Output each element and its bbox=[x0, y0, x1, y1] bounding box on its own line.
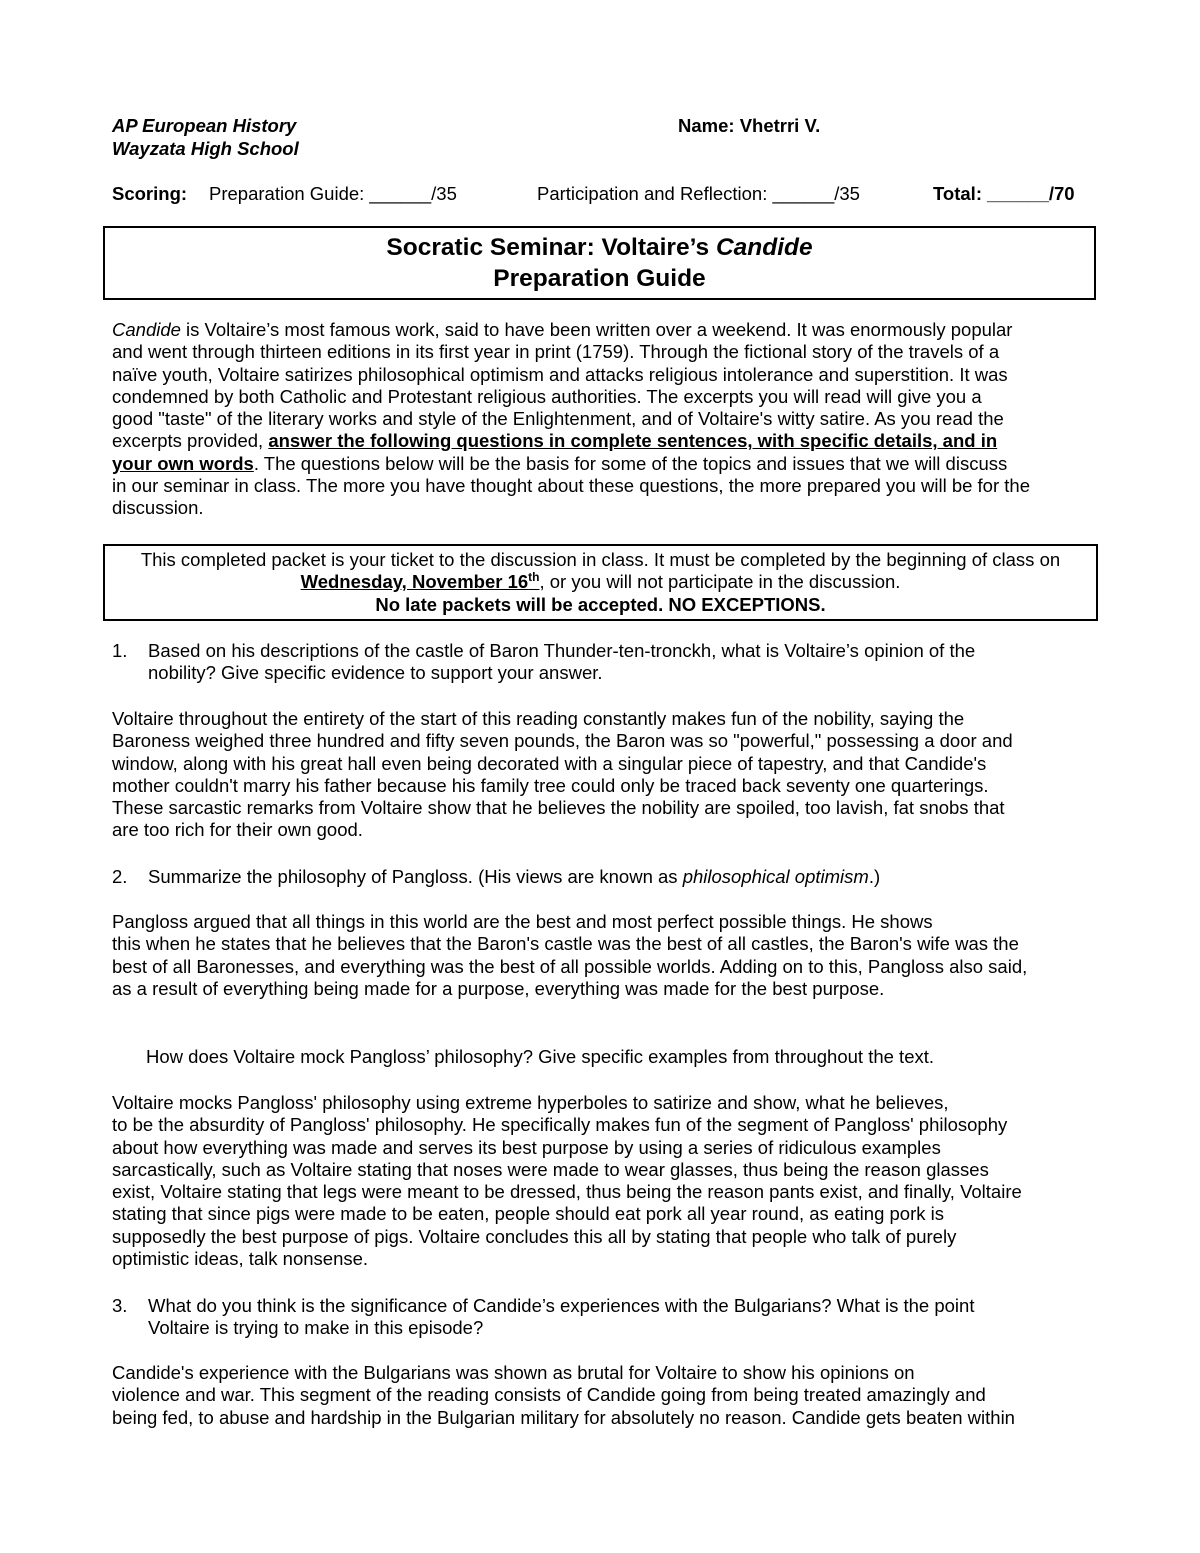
prep-score: Preparation Guide: ______/35 bbox=[209, 183, 457, 204]
title-line-2: Preparation Guide bbox=[493, 265, 706, 292]
answer-line: about how everything was made and serves its best purpose by using a series of ridiculous examples bbox=[112, 1136, 941, 1158]
answer-line: exist, Voltaire stating that legs were meant to be dressed, thus being the reason pants exist, and finally, Voltaire bbox=[112, 1181, 1022, 1203]
answer-line: Candide's experience with the Bulgarians was shown as brutal for Voltaire to show his opinions on bbox=[112, 1362, 915, 1383]
title-line-1: Socratic Seminar: Voltaire’s Candide bbox=[386, 234, 813, 261]
notice-line-2: Wednesday, November 16th, or you will not participate in the discussion. bbox=[300, 570, 901, 593]
answer-line: optimistic ideas, talk nonsense. bbox=[112, 1248, 369, 1270]
answer-line: violence and war. This segment of the reading consists of Candide going from being treated amazingly and bbox=[112, 1384, 986, 1406]
school-name: Wayzata High School bbox=[112, 138, 299, 159]
total-label: Total: bbox=[933, 183, 982, 204]
title-box bbox=[103, 226, 1096, 300]
answer-line: this when he states that he believes that the Baron's castle was the best of all castles, the Baron's wife was the bbox=[112, 933, 1019, 955]
due-date: Wednesday, November 16th bbox=[300, 570, 540, 593]
answer-1 bbox=[112, 708, 1097, 842]
answer-line: being fed, to abuse and hardship in the Bulgarian military for absolutely no reason. Candide gets beaten within bbox=[112, 1406, 1015, 1428]
question-1: 1. Based on his descriptions of the castle of Baron Thunder-ten-tronckh, what is Voltaire’s opinion of the nobility? Give specific evidence to support your answer. bbox=[112, 640, 976, 684]
answer-line: Pangloss argued that all things in this world are the best and most perfect possible things. He shows bbox=[112, 911, 933, 932]
notice-box bbox=[103, 544, 1098, 621]
answer-line: Baroness weighed three hundred and fifty seven pounds, the Baron was so "powerful," possessing a door and bbox=[112, 730, 1013, 752]
answer-line: supposedly the best purpose of pigs. Voltaire concludes this all by stating that people who talk of purely bbox=[112, 1225, 957, 1247]
question-3: 3. What do you think is the significance of Candide’s experiences with the Bulgarians? What is the point Voltaire is trying to make in this episode? bbox=[112, 1295, 975, 1339]
total-value: ______/70 bbox=[987, 183, 1075, 204]
student-name: Name: Vhetrri V. bbox=[678, 115, 821, 136]
participation-score: Participation and Reflection: ______/35 bbox=[537, 183, 860, 204]
answer-2b bbox=[112, 1092, 1097, 1270]
total-score bbox=[933, 183, 1075, 205]
answer-line: to be the absurdity of Pangloss' philosophy. He specifically makes fun of the segment of Pangloss' philosophy bbox=[112, 1114, 1008, 1136]
scoring-label: Scoring: bbox=[112, 183, 188, 204]
instruction-emphasis: answer the following questions in complete sentences, with specific details, and in bbox=[268, 430, 998, 452]
title-italic: Candide bbox=[715, 234, 813, 261]
answer-3 bbox=[112, 1362, 1097, 1429]
answer-line: window, along with his great hall even being decorated with a singular piece of tapestry, and that Candide's bbox=[112, 752, 987, 774]
answer-line: Voltaire throughout the entirety of the start of this reading constantly makes fun of the nobility, saying the bbox=[112, 708, 965, 729]
answer-line: best of all Baronesses, and everything was the best of all possible worlds. Adding on to this, Pangloss also said, bbox=[112, 955, 1028, 977]
question-2: 2. Summarize the philosophy of Pangloss. (His views are known as philosophical optimism.) bbox=[112, 866, 881, 887]
notice-line-3: No late packets will be accepted. NO EXCEPTIONS. bbox=[375, 593, 826, 615]
course-name: AP European History bbox=[112, 115, 297, 136]
answer-line: stating that since pigs were made to be eaten, people should eat pork all year round, as eating pork is bbox=[112, 1203, 944, 1225]
notice-line-1: This completed packet is your ticket to the discussion in class. It must be completed by the beginning of class on bbox=[140, 549, 1061, 570]
answer-line: are too rich for their own good. bbox=[112, 819, 363, 841]
answer-line: These sarcastic remarks from Voltaire show that he believes the nobility are spoiled, too lavish, fat snobs that bbox=[112, 797, 1005, 819]
intro-paragraph: Candide is Voltaire’s most famous work, said to have been written over a weekend. It was enormously popular and went through thirteen editions in its first year in print (1759). Through the fictional story of the travels of a naïve youth, Voltaire satirizes philosophical optimism and attacks religious intolerance and superstition. It was condemned by both Catholic and Protestant religious authorities. The excerpts you will read will give you a good "taste" of the literary works and style of the Enlightenment, and of Voltaire's witty satire. As you read the excerpts provided, answer the following questions in complete sentences, with specific details, and in your own words. The questions below will be the basis for some of the topics and issues that we will discuss in our seminar in class. The more you have thought about these questions, the more prepared you will be for the discussion. bbox=[112, 319, 1030, 519]
answer-2 bbox=[112, 911, 1097, 1000]
question-2b: How does Voltaire mock Pangloss’ philosophy? Give specific examples from throughout the text. bbox=[146, 1046, 935, 1067]
answer-line: as a result of everything being made for a purpose, everything was made for the best purpose. bbox=[112, 977, 885, 999]
answer-line: mother couldn't marry his father because his family tree could only be traced back seventy one quarterings. bbox=[112, 774, 989, 796]
answer-line: Voltaire mocks Pangloss' philosophy using extreme hyperboles to satirize and show, what he believes, bbox=[112, 1092, 949, 1113]
answer-line: sarcastically, such as Voltaire stating that noses were made to wear glasses, thus being the reason glasses bbox=[112, 1158, 989, 1180]
